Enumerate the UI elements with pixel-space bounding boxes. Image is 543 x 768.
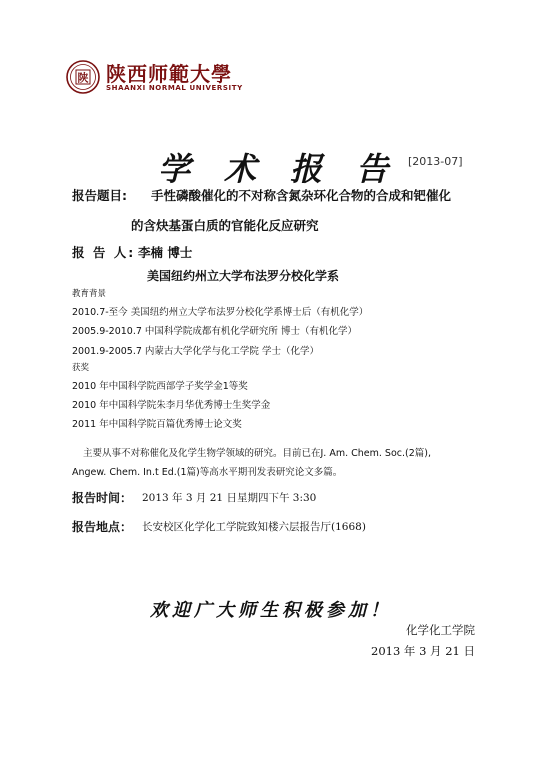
topic-line-2: 的含炔基蛋白质的官能化反应研究 bbox=[131, 218, 319, 233]
topic-label: 报告题目: bbox=[72, 188, 127, 203]
intro-line-2: Angew. Chem. In.t Ed.(1篇)等高水平期刊发表研究论文多篇。 bbox=[72, 467, 343, 478]
award-item: 2010 年中国科学院西部学子奖学金1等奖 bbox=[72, 381, 248, 392]
time-label: 报告时间： bbox=[72, 491, 133, 505]
speaker-affiliation: 美国纽约州立大学布法罗分校化学系 bbox=[147, 269, 340, 283]
education-heading: 教育背景 bbox=[72, 289, 107, 299]
education-item: 2010.7-至今 美国纽约州立大学布法罗分校化学系博士后（有机化学） bbox=[72, 307, 369, 318]
award-item: 2011 年中国科学院百篇优秀博士论文奖 bbox=[72, 419, 242, 430]
page-title: 学术报告 bbox=[158, 150, 423, 188]
seal-glyph: 陕 bbox=[77, 71, 89, 85]
intro-line-1: 主要从事不对称催化及化学生物学领域的研究。目前已在J. Am. Chem. Soc.(2篇), bbox=[83, 448, 431, 459]
education-item: 2001.9-2005.7 内蒙古大学化学与化工学院 学士（化学） bbox=[72, 346, 319, 357]
university-seal-logo bbox=[66, 60, 100, 94]
speaker-name: 李楠 博士 bbox=[138, 245, 193, 260]
welcome-message: 欢迎广大师生积极参加！ bbox=[150, 600, 392, 621]
place-value: 长安校区化学化工学院致知楼六层报告厅(1668) bbox=[142, 521, 366, 533]
university-name-en: SHAANXI NORMAL UNIVERSITY bbox=[106, 84, 243, 92]
university-name-cn: 陕西师範大學 bbox=[106, 62, 232, 86]
topic-line-1: 手性磷酸催化的不对称含氮杂环化合物的合成和钯催化 bbox=[151, 188, 452, 203]
organizer: 化学化工学院 bbox=[406, 623, 475, 637]
time-value: 2013 年 3 月 21 日星期四下午 3:30 bbox=[142, 492, 317, 504]
issue-date: 2013 年 3 月 21 日 bbox=[371, 644, 475, 658]
speaker-label: 报 告 人: bbox=[72, 245, 136, 260]
report-code: [2013-07] bbox=[408, 155, 463, 168]
education-item: 2005.9-2010.7 中国科学院成都有机化学研究所 博士（有机化学） bbox=[72, 326, 357, 337]
place-label: 报告地点： bbox=[72, 520, 133, 534]
award-item: 2010 年中国科学院朱李月华优秀博士生奖学金 bbox=[72, 400, 271, 411]
awards-heading: 获奖 bbox=[72, 363, 90, 373]
